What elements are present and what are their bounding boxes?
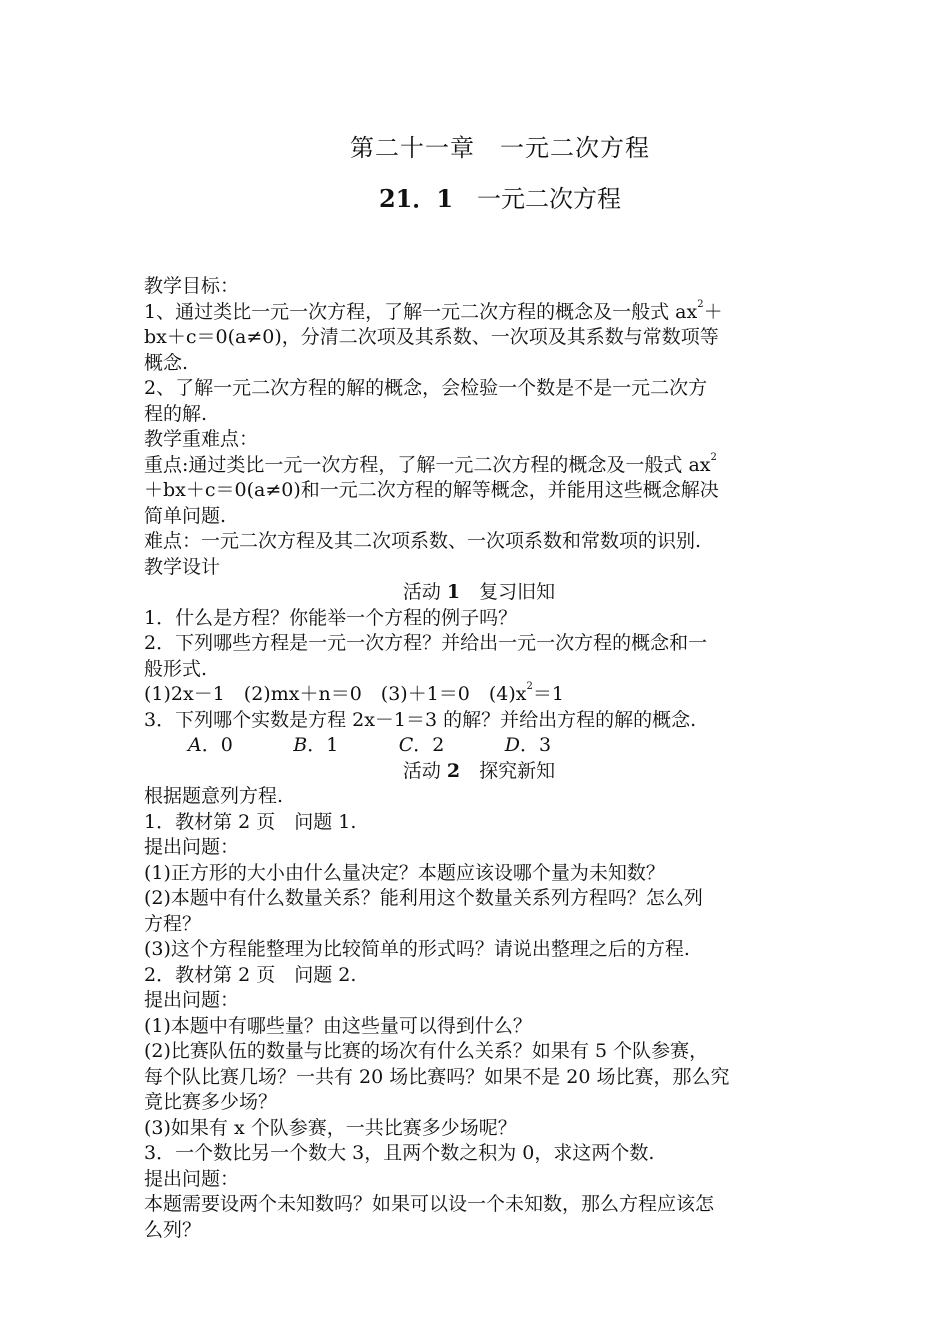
- document-body: [144, 274, 814, 1243]
- objective-1-line-1: [144, 300, 814, 326]
- objective-1-line-3: 概念.: [144, 351, 189, 374]
- objective-1-text-end: ＋: [703, 300, 723, 323]
- activity-1-title: [144, 580, 814, 606]
- problem-1-q3: (3)这个方程能整理为比较简单的形式吗？请说出整理之后的方程.: [144, 938, 690, 960]
- activity-2-title-text: 活动: [402, 759, 447, 782]
- problem-2: 2．教材第 2 页 问题 2.: [144, 963, 357, 986]
- problem-1-q2-line-2: 方程？: [144, 912, 202, 935]
- problem-1-q2-line-1: (2)本题中有什么数量关系？能利用这个数量关系列方程吗？怎么列: [144, 887, 703, 909]
- problem-2-ask: 提出问题：: [144, 989, 240, 1011]
- key-point-line-1: [144, 453, 814, 479]
- activity-1-question-2-options: [144, 682, 814, 708]
- superscript: 2: [526, 681, 533, 692]
- key-point-line-3: 简单问题.: [144, 504, 227, 527]
- problem-2-q2-line-1: (2)比赛队伍的数量与比赛的场次有什么关系？如果有 5 个队参赛，: [144, 1040, 709, 1062]
- objective-1-text: 1、通过类比一元一次方程，了解一元二次方程的概念及一般式 ax: [144, 300, 698, 323]
- key-point-line-2: ＋bx＋c＝0(a≠0)和一元二次方程的解等概念，并能用这些概念解决: [144, 479, 719, 501]
- options-text-end: ＝1: [532, 683, 564, 705]
- problem-2-q3: (3)如果有 x 个队参赛，一共比赛多少场呢？: [144, 1116, 517, 1139]
- options-text: (1)2x－1 (2)mx＋n＝0 (3)＋1＝0 (4)x: [144, 683, 527, 705]
- choice-letter: C: [398, 734, 414, 756]
- answer-choices: [144, 733, 814, 759]
- choice-value: ．0: [201, 734, 233, 756]
- activity-1-question-2-line-1: 2．下列哪些方程是一元一次方程？并给出一元一次方程的概念和一: [144, 632, 708, 654]
- section-number: 21．1: [378, 184, 454, 213]
- problem-1: 1．教材第 2 页 问题 1.: [144, 810, 357, 833]
- objective-2-line-1: 2、了解一元二次方程的解的概念，会检验一个数是不是一元二次方: [144, 377, 708, 399]
- key-point-text: 重点:通过类比一元一次方程，了解一元二次方程的概念及一般式 ax: [144, 453, 711, 476]
- activity-1-question-2-line-2: 般形式.: [144, 657, 208, 680]
- problem-3-q-line-1: 本题需要设两个未知数吗？如果可以设一个未知数，那么方程应该怎: [144, 1193, 715, 1215]
- problem-1-ask: 提出问题：: [144, 836, 240, 858]
- activity-2-title: [144, 759, 814, 785]
- activity-2-intro: 根据题意列方程.: [144, 785, 284, 807]
- superscript: 2: [697, 298, 704, 310]
- activity-2-title-name: 探究新知: [460, 759, 556, 782]
- activity-1-title-name: 复习旧知: [460, 581, 556, 603]
- problem-3-ask: 提出问题：: [144, 1167, 240, 1190]
- problem-2-q2-line-2: 每个队比赛几场？一共有 20 场比赛吗？如果不是 20 场比赛，那么究: [144, 1065, 730, 1088]
- section-title: [0, 182, 950, 216]
- activity-1-number: 1: [446, 581, 461, 603]
- problem-3-q-line-2: 么列？: [144, 1218, 202, 1241]
- hard-point-line-1: 难点：一元二次方程及其二次项系数、一次项系数和常数项的识别.: [144, 530, 702, 552]
- choice-letter: D: [504, 734, 520, 756]
- difficulties-heading: 教学重难点：: [144, 428, 259, 450]
- chapter-title: 第二十一章 一元二次方程: [350, 134, 650, 162]
- problem-2-q1: (1)本题中有哪些量？由这些量可以得到什么？: [144, 1014, 532, 1037]
- choice-value: ．2: [413, 734, 445, 756]
- choice-letter: B: [293, 734, 308, 756]
- choice-value: ．1: [307, 734, 339, 756]
- objective-1-line-2: bx＋c＝0(a≠0)，分清二次项及其系数、一次项及其系数与常数项等: [144, 326, 719, 348]
- objectives-heading: 教学目标：: [144, 275, 240, 297]
- objective-2-line-2: 程的解.: [144, 402, 208, 425]
- problem-3: 3．一个数比另一个数大 3，且两个数之积为 0，求这两个数.: [144, 1142, 655, 1164]
- choice-value: ．3: [519, 734, 552, 756]
- activity-1-question-1: 1．什么是方程？你能举一个方程的例子吗？: [144, 606, 518, 629]
- activity-2-number: 2: [446, 759, 461, 782]
- design-heading: 教学设计: [144, 555, 221, 578]
- choice-letter: A: [188, 734, 202, 756]
- problem-2-q2-line-3: 竟比赛多少场？: [144, 1091, 278, 1113]
- section-name: 一元二次方程: [453, 185, 622, 213]
- problem-1-q1: (1)正方形的大小由什么量决定？本题应该设哪个量为未知数？: [144, 861, 665, 884]
- activity-1-question-3: 3．下列哪个实数是方程 2x－1＝3 的解？并给出方程的解的概念.: [144, 708, 697, 731]
- activity-1-title-text: 活动: [402, 581, 447, 603]
- superscript: 2: [710, 451, 717, 463]
